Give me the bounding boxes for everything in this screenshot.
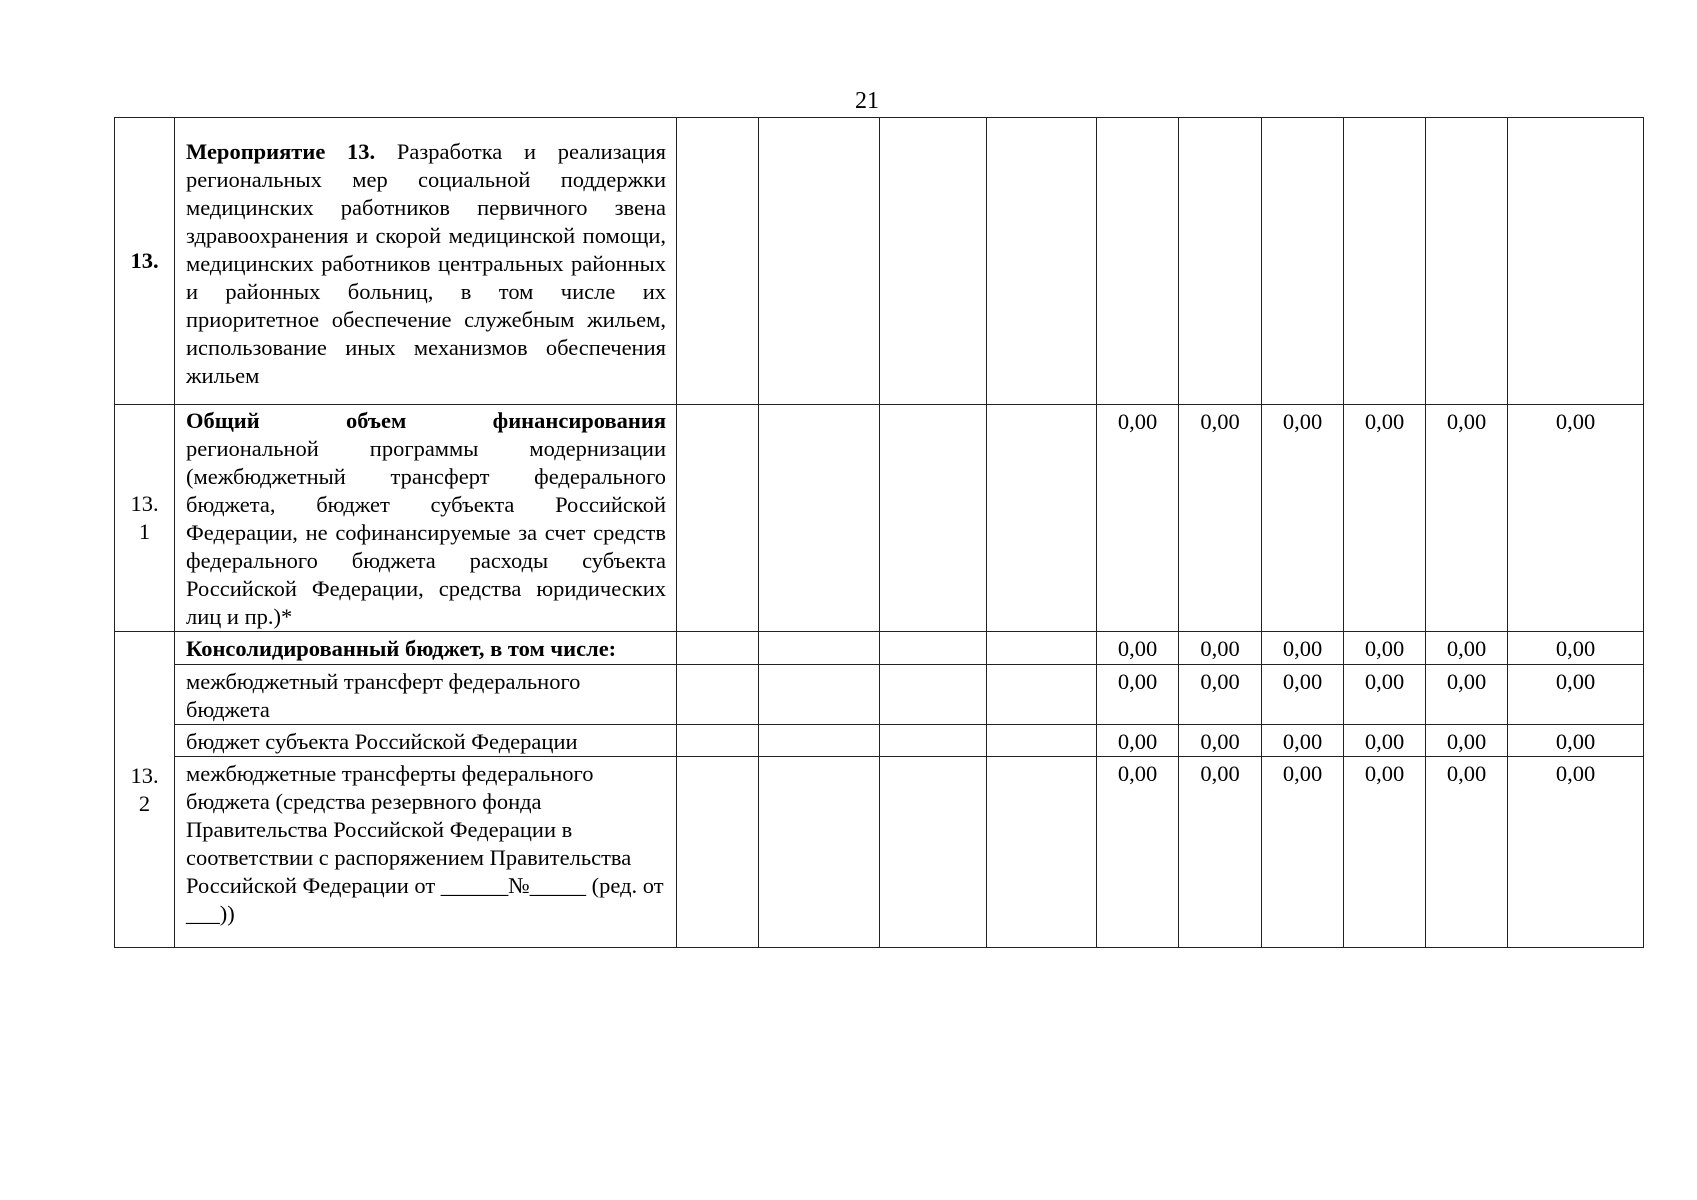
value-cell: 0,00 <box>1508 405 1644 632</box>
row-title-bold: Общий объем финансирования <box>186 408 666 433</box>
value-cell <box>987 405 1097 632</box>
value-cell <box>987 118 1097 405</box>
value-cell <box>880 118 987 405</box>
value-cell: 0,00 <box>1344 405 1426 632</box>
value-cell <box>677 118 759 405</box>
value-cell: 0,00 <box>1097 665 1179 725</box>
value-cell: 0,00 <box>1426 665 1508 725</box>
row-title-bold: Мероприятие 13. <box>186 139 376 164</box>
value-cell <box>759 757 880 948</box>
table-row <box>115 757 1644 948</box>
value-cell: 0,00 <box>1179 757 1262 948</box>
value-cell: 0,00 <box>1508 757 1644 948</box>
value-cell: 0,00 <box>1344 665 1426 725</box>
value-cell: 0,00 <box>1097 757 1179 948</box>
row-description: Консолидированный бюджет, в том числе: <box>175 632 677 665</box>
value-cell: 0,00 <box>1262 665 1344 725</box>
value-cell: 0,00 <box>1179 405 1262 632</box>
value-cell: 0,00 <box>1508 725 1644 757</box>
table-row <box>115 405 1644 632</box>
value-cell: 0,00 <box>1262 725 1344 757</box>
value-cell <box>677 725 759 757</box>
table-row <box>115 632 1644 665</box>
value-cell <box>880 725 987 757</box>
value-cell <box>1344 118 1426 405</box>
row-number: 13. 2 <box>115 632 175 948</box>
value-cell: 0,00 <box>1262 405 1344 632</box>
row-description: межбюджетный трансферт федерального бюджета <box>175 665 677 725</box>
value-cell <box>1426 118 1508 405</box>
value-cell <box>1508 118 1644 405</box>
value-cell: 0,00 <box>1344 757 1426 948</box>
row-description: межбюджетные трансферты федерального бюджета (средства резервного фонда Правительства Российской Федерации в соответствии с распоряжением Правительства Российской Федерации от ______№_____ (ред. от ___)) <box>175 757 677 948</box>
value-cell: 0,00 <box>1426 405 1508 632</box>
value-cell <box>759 632 880 665</box>
value-cell: 0,00 <box>1426 632 1508 665</box>
value-cell: 0,00 <box>1426 725 1508 757</box>
value-cell: 0,00 <box>1179 665 1262 725</box>
value-cell: 0,00 <box>1262 632 1344 665</box>
value-cell <box>880 757 987 948</box>
table-row <box>115 665 1644 725</box>
value-cell <box>1179 118 1262 405</box>
row-description: бюджет субъекта Российской Федерации <box>175 725 677 757</box>
value-cell: 0,00 <box>1179 632 1262 665</box>
financing-table <box>114 117 1644 948</box>
table-row <box>115 118 1644 405</box>
row-number: 13. 1 <box>115 405 175 632</box>
page-number: 21 <box>855 88 879 114</box>
value-cell: 0,00 <box>1508 632 1644 665</box>
table-row <box>115 725 1644 757</box>
value-cell: 0,00 <box>1426 757 1508 948</box>
value-cell <box>987 757 1097 948</box>
value-cell: 0,00 <box>1344 632 1426 665</box>
value-cell: 0,00 <box>1097 725 1179 757</box>
value-cell: 0,00 <box>1344 725 1426 757</box>
value-cell <box>1097 118 1179 405</box>
value-cell: 0,00 <box>1179 725 1262 757</box>
row-description <box>175 405 677 632</box>
value-cell <box>677 632 759 665</box>
row-title-text: региональной программы модернизации (межбюджетный трансферт федерального бюджета, бюджет субъекта Российской Федерации, не софинансируемые за счет средств федерального бюджета расходы субъекта Российской Федерации, средства юридических лиц и пр.)* <box>186 436 666 629</box>
value-cell: 0,00 <box>1508 665 1644 725</box>
value-cell <box>759 665 880 725</box>
row-description <box>175 118 677 405</box>
value-cell <box>677 757 759 948</box>
value-cell: 0,00 <box>1097 632 1179 665</box>
value-cell <box>880 632 987 665</box>
value-cell <box>880 665 987 725</box>
value-cell: 0,00 <box>1097 405 1179 632</box>
value-cell <box>677 405 759 632</box>
row-title-text: Разработка и реализация региональных мер социальной поддержки медицинских работников первичного звена здравоохранения и скорой медицинской помощи, медицинских работников центральных районных и районных больниц, в том числе их приоритетное обеспечение служебным жильем, использование иных механизмов обеспечения жильем <box>186 139 666 388</box>
value-cell <box>987 665 1097 725</box>
value-cell <box>759 725 880 757</box>
row-number: 13. <box>115 118 175 405</box>
value-cell <box>677 665 759 725</box>
value-cell <box>987 632 1097 665</box>
value-cell <box>759 405 880 632</box>
value-cell <box>987 725 1097 757</box>
value-cell <box>759 118 880 405</box>
value-cell: 0,00 <box>1262 757 1344 948</box>
value-cell <box>880 405 987 632</box>
value-cell <box>1262 118 1344 405</box>
